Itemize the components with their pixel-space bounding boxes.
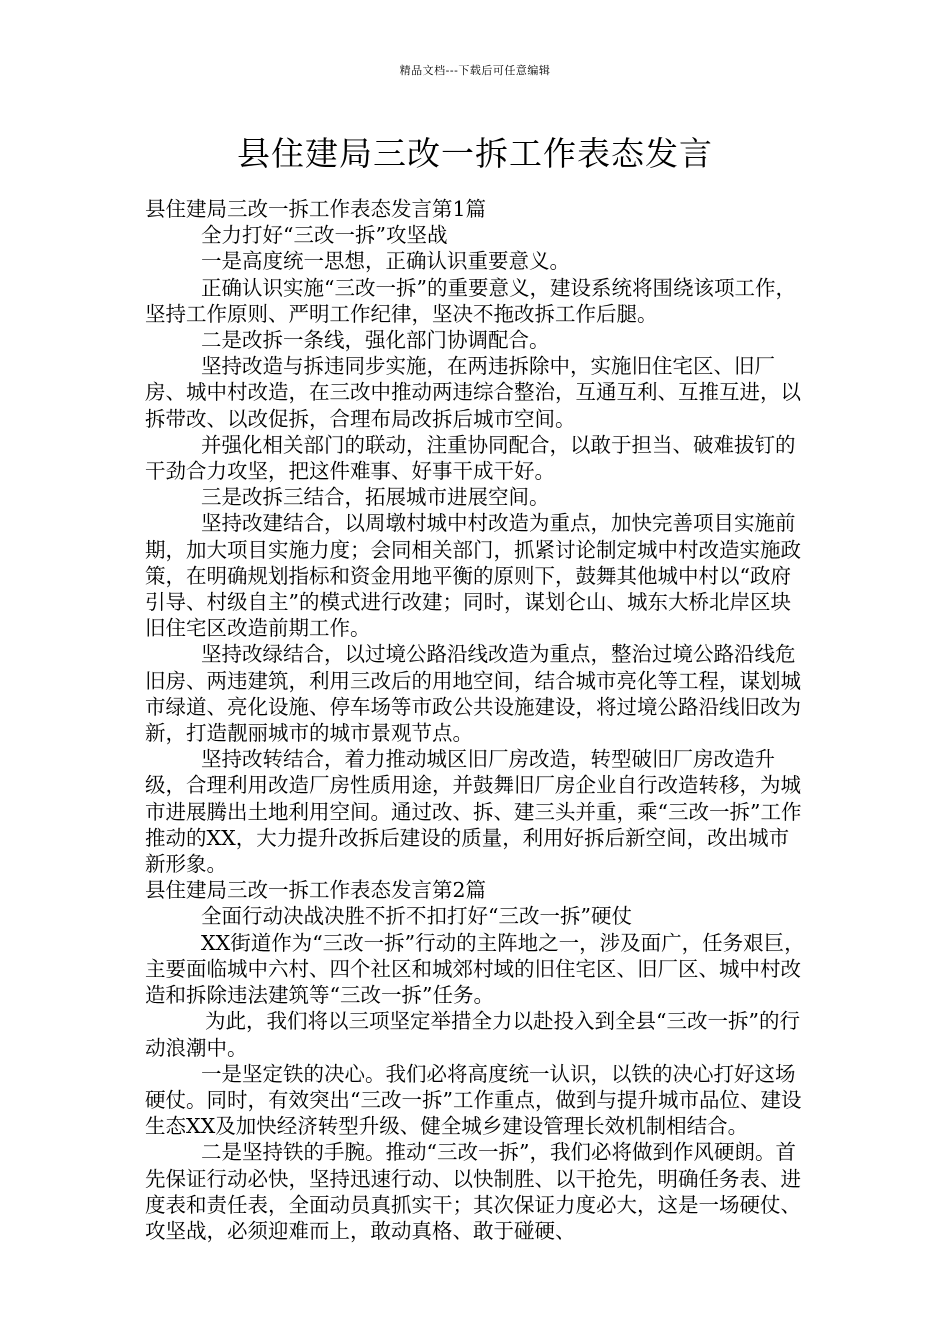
paragraph: XX街道作为“三改一拆”行动的主阵地之一，涉及面广，任务艰巨，主要面临城中六村、四个社区和城郊村域的旧住宅区、旧厂区、城中村改造和拆除违法建筑等“三改一拆”任务。 <box>145 930 805 1008</box>
paragraph: 并强化相关部门的联动，注重协同配合，以敢于担当、破难拔钉的干劲合力攻坚，把这件难事、好事干成干好。 <box>145 432 796 484</box>
paragraph: 二是改拆一条线，强化部门协调配合。 <box>201 328 550 353</box>
subheading: 全力打好“三改一拆”攻坚战 <box>201 223 448 248</box>
document-body <box>145 196 805 1244</box>
section-heading: 县住建局三改一拆工作表态发言第1篇 <box>145 197 487 221</box>
header-note: 精品文档---下载后可任意编辑 <box>399 64 551 77</box>
paragraph: 一是高度统一思想，正确认识重要意义。 <box>201 249 570 274</box>
paragraph: 一是坚定铁的决心。我们必将高度统一认识，以铁的决心打好这场硬仗。同时，有效突出“三改一拆”工作重点，做到与提升城市品位、建设生态XX及加快经济转型升级、健全城乡建设管理长效机制相结合。 <box>145 1061 802 1139</box>
paragraph: 为此，我们将以三项坚定举措全力以赴投入到全县“三改一拆”的行动浪潮中。 <box>145 1009 800 1060</box>
subheading: 全面行动决战决胜不折不扣打好“三改一拆”硬仗 <box>201 904 632 929</box>
paragraph: 坚持改建结合，以周墩村城中村改造为重点，加快完善项目实施前期，加大项目实施力度；会同相关部门，抓紧讨论制定城中村改造实施政策，在明确规划指标和资金用地平衡的原则下，鼓舞其他城中村以“政府引导、村级自主”的模式进行改建；同时，谋划仑山、城东大桥北岸区块旧住宅区改造前期工作。 <box>145 511 801 641</box>
paragraph: 正确认识实施“三改一拆”的重要意义，建设系统将围绕该项工作，坚持工作原则、严明工作纪律，坚决不拖改拆工作后腿。 <box>145 275 796 326</box>
paragraph: 坚持改转结合，着力推动城区旧厂房改造，转型破旧厂房改造升级，合理利用改造厂房性质用途，并鼓舞旧厂房企业自行改造转移，为城市进展腾出土地利用空间。通过改、拆、建三头并重，乘“三改一拆”工作推动的XX，大力提升改拆后建设的质量，利用好拆后新空间，改出城市新形象。 <box>145 747 802 877</box>
paragraph: 坚持改绿结合，以过境公路沿线改造为重点，整治过境公路沿线危旧房、两违建筑，利用三改后的用地空间，结合城市亮化等工程，谋划城市绿道、亮化设施、停车场等市政公共设施建设，将过境公路沿线旧改为新，打造靓丽城市的城市景观节点。 <box>145 642 801 746</box>
section-heading: 县住建局三改一拆工作表态发言第2篇 <box>145 878 487 903</box>
paragraph: 三是改拆三结合，拓展城市进展空间。 <box>201 485 550 510</box>
paragraph: 坚持改造与拆违同步实施，在两违拆除中，实施旧住宅区、旧厂房、城中村改造，在三改中推动两违综合整治，互通互利、互推互进，以拆带改、以改促拆，合理布局改拆后城市空间。 <box>145 354 801 431</box>
document-title: 县住建局三改一拆工作表态发言 <box>237 134 713 173</box>
paragraph: 二是坚持铁的手腕。推动“三改一拆”，我们必将做到作风硬朗。首先保证行动必快，坚持迅速行动、以快制胜、以干抢先，明确任务表、进度表和责任表，全面动员真抓实干；其次保证力度必大，这是一场硬仗、攻坚战，必须迎难而上，敢动真格、敢于碰硬、 <box>145 1140 801 1243</box>
